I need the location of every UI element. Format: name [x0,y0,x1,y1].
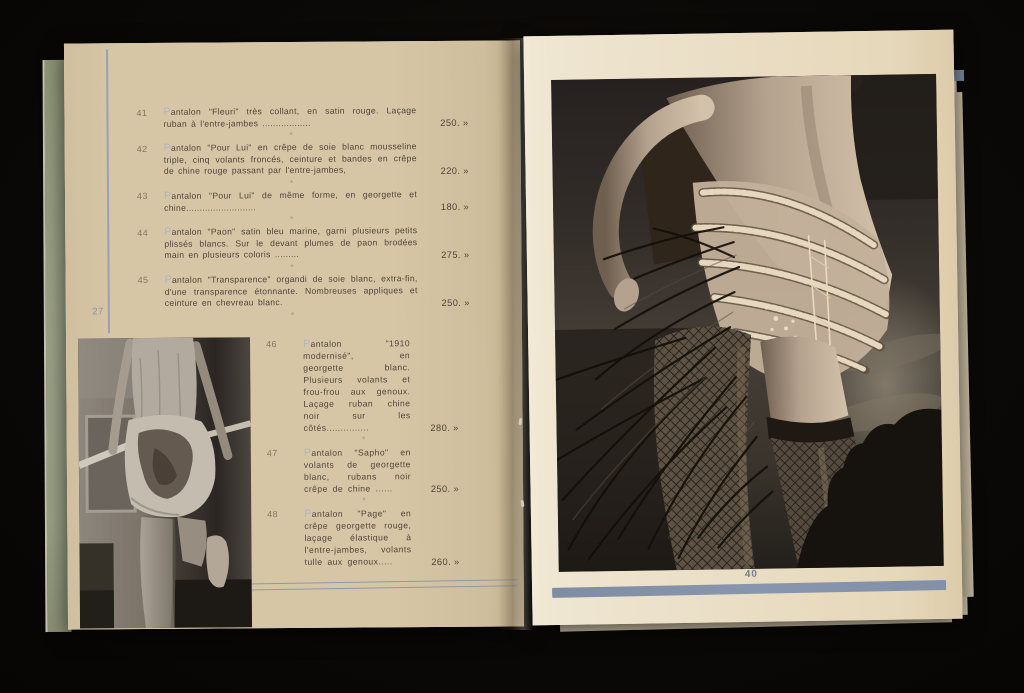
item-initial: P [303,337,311,350]
item-description: Pantalon "Pour Lui" en crêpe de soie blanc mousseline triple, cinq volants froncés, ceinture et bandes en crêpe de chine rouge passant par l'entre-jambes, [163,141,417,177]
item-price: 250. » [430,483,460,495]
left-photo-art [78,337,252,628]
item-initial: P [304,507,312,520]
item-description: Pantalon "Paon" satin bleu marine, garni plusieurs petits plissés blancs. Sur le devant plumes de paon brodées main en plusieurs coloris ......... [164,225,418,261]
right-page-photograph [551,74,944,572]
catalog-item-43 [137,189,469,215]
separator-star: * [289,130,293,141]
item-number: 41 [136,107,148,118]
binding-stitch [521,500,525,507]
item-price: 250. » [440,117,469,129]
item-price: 180. » [440,201,470,213]
item-number: 47 [266,447,278,458]
item-price: 275. » [441,249,470,260]
item-number: 48 [267,508,279,519]
catalog-item-44 [137,225,469,262]
separator-star: * [290,261,294,272]
item-price: 250. » [441,297,470,308]
item-number: 42 [136,143,148,154]
catalog-item-47 [267,446,459,495]
separator-star: * [361,434,366,445]
page-number-left: 27 [92,306,104,318]
item-number: 43 [136,191,148,202]
item-description: Pantalon "Sapho" en volants de georgette blanc, rubans noir crêpe de chine ...... [303,446,412,494]
item-number: 44 [137,227,149,238]
page-number-right: 40 [744,568,759,581]
item-initial: P [164,273,172,286]
item-initial: P [163,189,172,202]
item-initial: P [303,446,312,459]
right-photo-art [551,74,944,572]
footer-blue-bar [552,580,946,598]
separator-star: * [362,495,366,506]
item-number: 46 [266,338,277,349]
separator-star: * [289,214,294,225]
right-page [523,30,962,626]
item-number: 45 [137,275,149,286]
separator-star: * [289,177,294,188]
item-price: 220. » [440,165,469,176]
item-description: Pantalon "Pour Lui" de même forme, en georgette et chine.......................... [163,189,418,213]
catalog-list-upper [136,105,469,323]
item-initial: P [163,142,172,155]
catalog-item-41 [136,105,468,131]
item-price: 260. » [431,556,460,568]
item-price: 280. » [430,422,459,434]
item-description: Pantalon "1910 modernisé", en georgette blanc. Plusieurs volants et frou-frou aux genoux. Laçage ruban chine noir sur les côtés............... [303,337,411,433]
catalog-item-46 [266,337,459,434]
footer-double-rule [252,579,518,590]
catalog-item-42 [137,141,469,178]
left-page [64,40,524,629]
item-initial: P [164,226,172,239]
catalog-item-48 [267,507,459,568]
catalog-list-lower [266,337,460,568]
left-page-photograph [78,337,252,628]
margin-rule [106,49,110,333]
separator-star: * [290,309,295,320]
item-description: Pantalon "Fleuri" très collant, en satin rouge. Laçage ruban à l'entre-jambes .................. [163,105,417,129]
item-description: Pantalon "Page" en crêpe georgette rouge, laçage élastique à l'entre-jambes, volants tulle aux genoux..... [304,507,412,567]
item-initial: P [163,105,171,118]
item-description: Pantalon "Transparence" organdi de soie blanc, extra-fin, d'une transparence étonnante. Nombreuses appliques et ceinture en chevreau blanc. [164,273,418,309]
catalog-item-45 [138,273,470,310]
